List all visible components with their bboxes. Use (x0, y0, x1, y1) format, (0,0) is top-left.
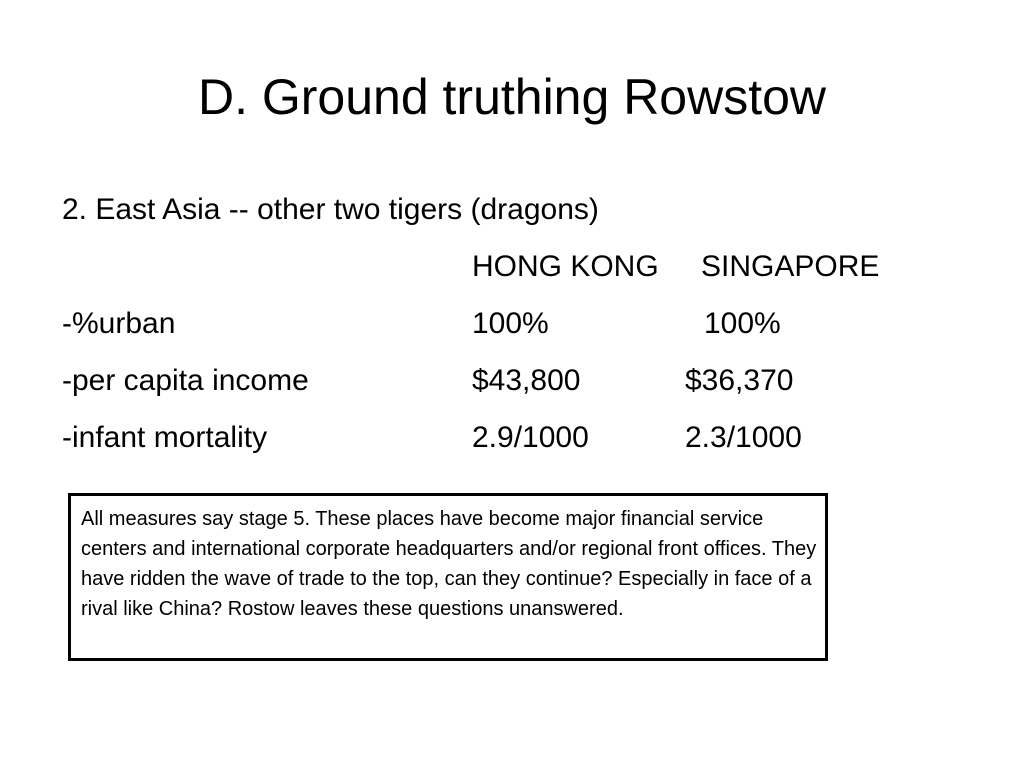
singapore-income-value: $36,370 (685, 364, 794, 397)
table-row (0, 416, 1024, 460)
singapore-infant-mortality-value: 2.3/1000 (685, 421, 802, 454)
hong-kong-urban-value: 100% (472, 307, 549, 340)
column-header-singapore: SINGAPORE (701, 250, 880, 283)
table-row (0, 302, 1024, 346)
section-subheading: 2. East Asia -- other two tigers (dragons) (62, 193, 599, 226)
table-row (0, 359, 1024, 403)
table-header-row (0, 245, 1024, 289)
hong-kong-infant-mortality-value: 2.9/1000 (472, 421, 589, 454)
slide-title: D. Ground truthing Rowstow (197, 69, 827, 125)
row-label-income: -per capita income (62, 364, 309, 397)
hong-kong-income-value: $43,800 (472, 364, 581, 397)
singapore-urban-value: 100% (704, 307, 781, 340)
column-header-hong-kong: HONG KONG (472, 250, 659, 283)
row-label-urban: -%urban (62, 307, 176, 340)
row-label-infant-mortality: -infant mortality (62, 421, 268, 454)
note-box: All measures say stage 5. These places have become major financial service centers and international corporate headquarters and/or regional front offices. They have ridden the wave of trade to the top, can they continue? Especially in face of a rival like China? Rostow leaves these questions unanswered. (68, 493, 828, 661)
